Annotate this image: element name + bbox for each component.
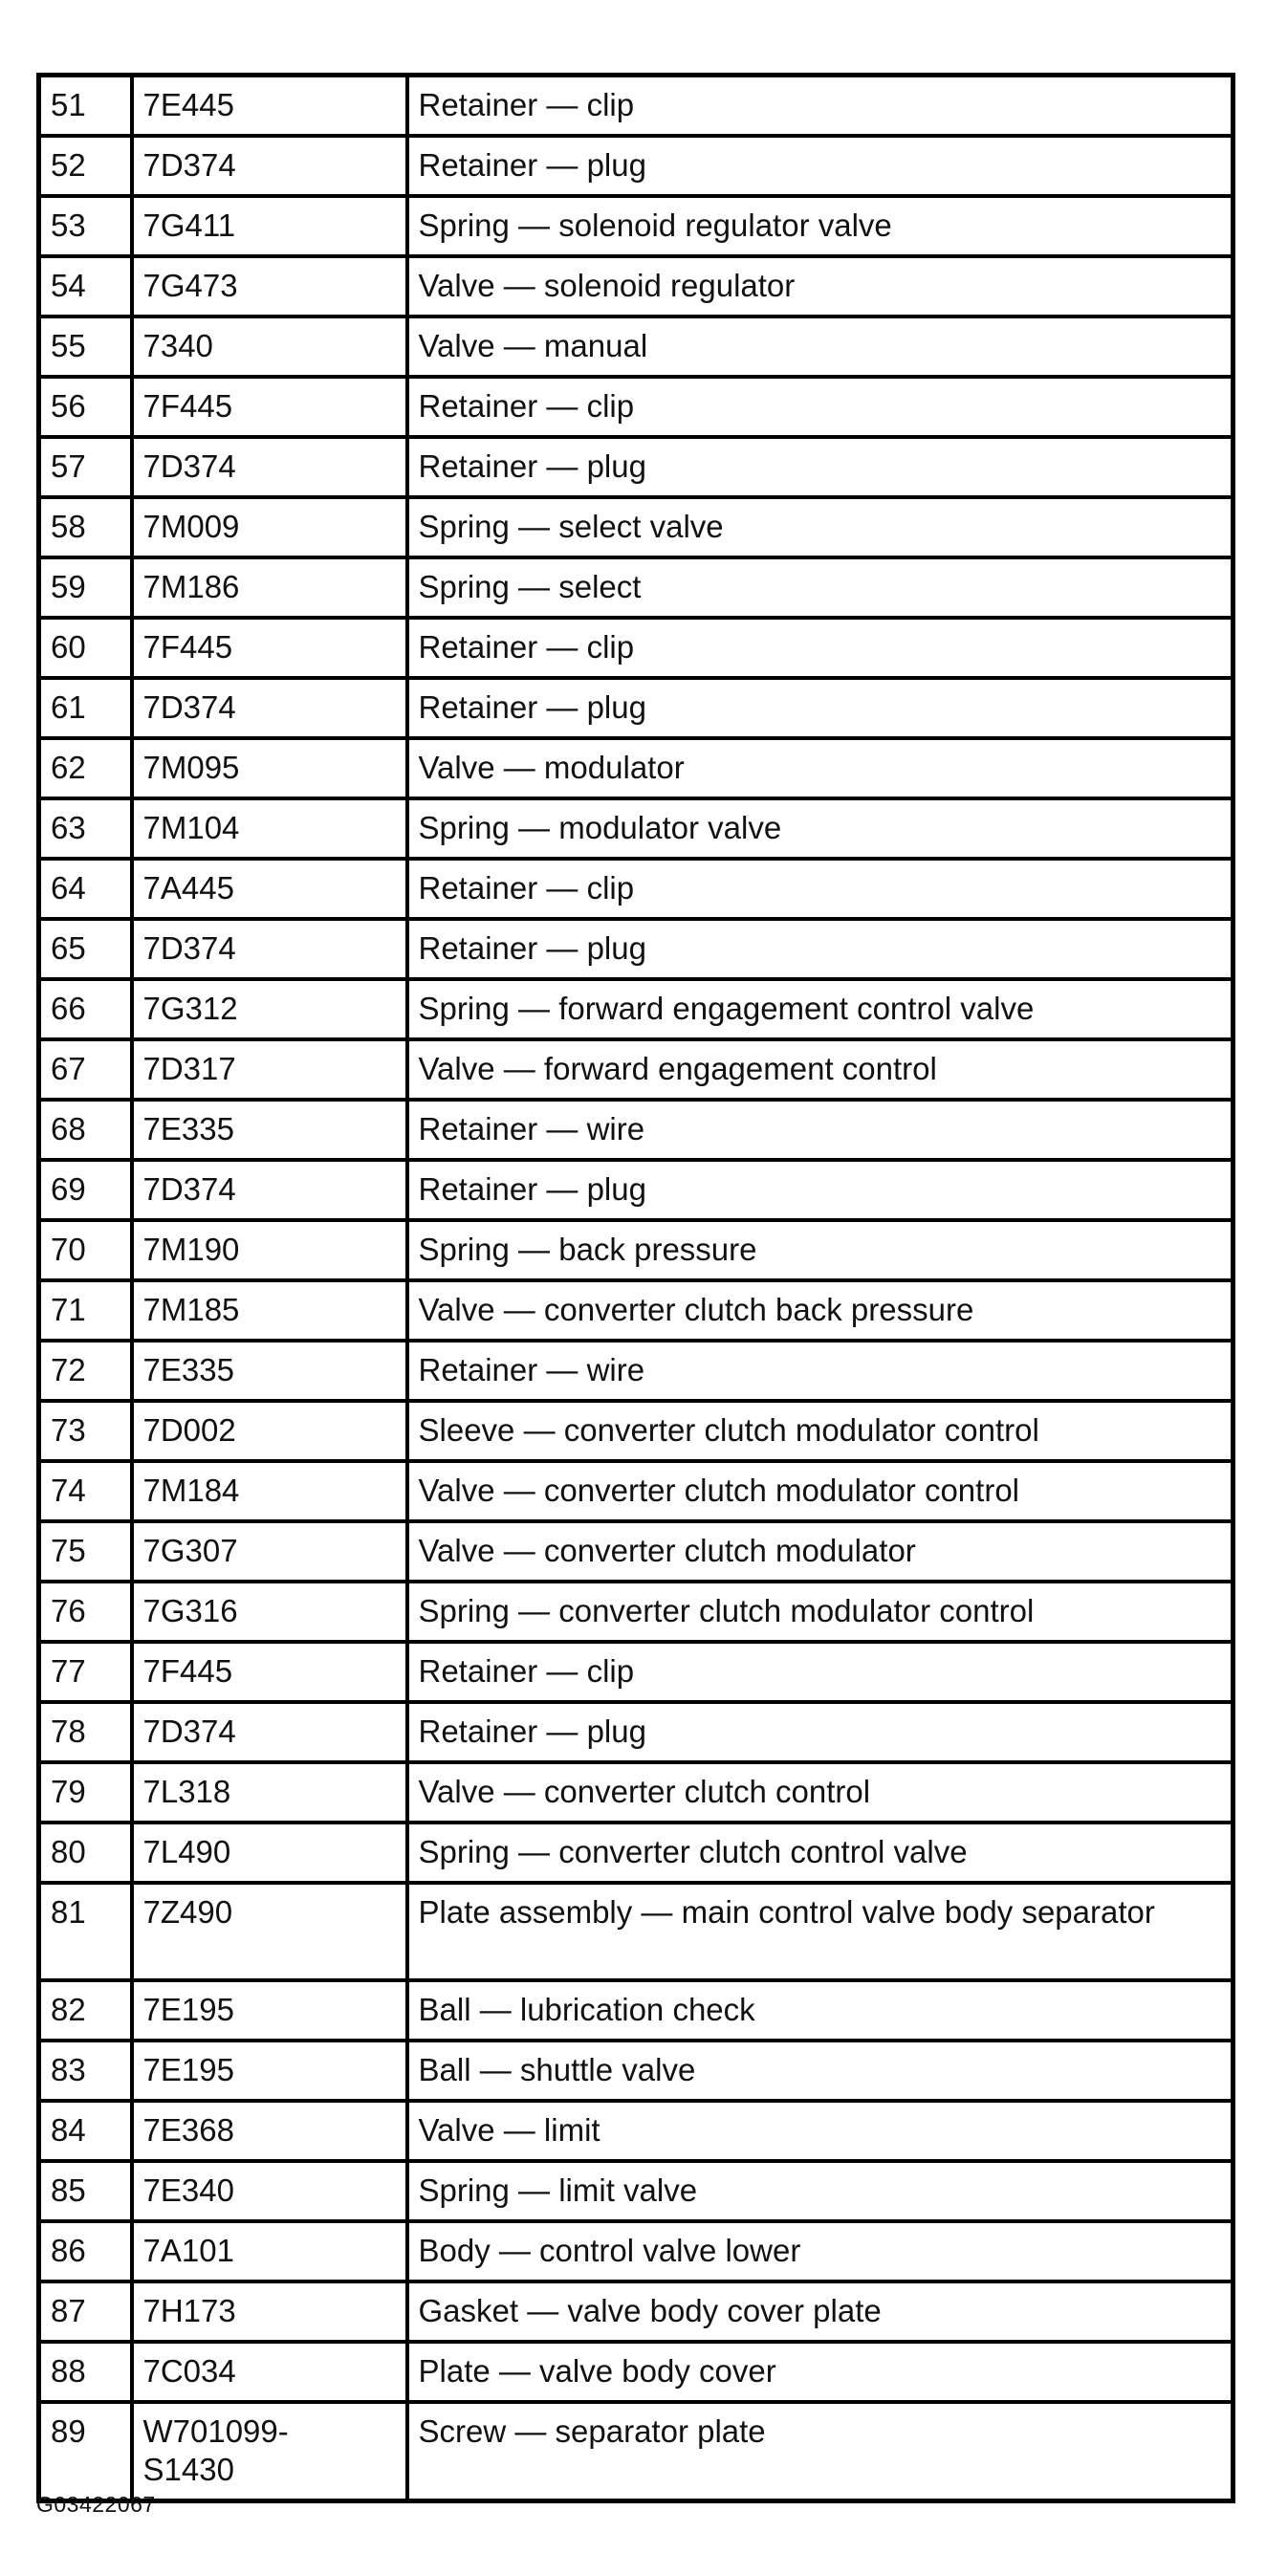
item-number-cell: 58: [39, 497, 132, 557]
item-number-cell: 54: [39, 256, 132, 317]
part-number-cell: 7E335: [132, 1100, 407, 1160]
item-number-cell: 79: [39, 1762, 132, 1823]
parts-table-body: [39, 76, 1233, 2501]
description-cell: Retainer — plug: [407, 919, 1233, 979]
part-number-cell: 7F445: [132, 1642, 407, 1702]
description-cell: Ball — shuttle valve: [407, 2041, 1233, 2101]
table-row: [39, 1160, 1233, 1220]
item-number-cell: 69: [39, 1160, 132, 1220]
item-number-cell: 74: [39, 1461, 132, 1521]
description-cell: Spring — back pressure: [407, 1220, 1233, 1280]
description-cell: Retainer — wire: [407, 1100, 1233, 1160]
table-row: [39, 1762, 1233, 1823]
table-row: [39, 1100, 1233, 1160]
description-cell: Retainer — clip: [407, 377, 1233, 437]
part-number-cell: 7M184: [132, 1461, 407, 1521]
item-number-cell: 51: [39, 76, 132, 137]
table-row: [39, 2342, 1233, 2402]
part-number-cell: 7D374: [132, 136, 407, 196]
item-number-cell: 66: [39, 979, 132, 1039]
part-number-cell: 7G312: [132, 979, 407, 1039]
description-cell: Spring — solenoid regulator valve: [407, 196, 1233, 256]
description-cell: Spring — limit valve: [407, 2161, 1233, 2221]
item-number-cell: 82: [39, 1980, 132, 2041]
table-row: [39, 497, 1233, 557]
item-number-cell: 78: [39, 1702, 132, 1762]
part-number-cell: 7H173: [132, 2281, 407, 2342]
description-cell: Spring — select valve: [407, 497, 1233, 557]
description-cell: Screw — separator plate: [407, 2402, 1233, 2501]
description-cell: Spring — select: [407, 557, 1233, 618]
table-row: [39, 738, 1233, 798]
table-row: [39, 1341, 1233, 1401]
item-number-cell: 61: [39, 678, 132, 738]
item-number-cell: 76: [39, 1582, 132, 1642]
item-number-cell: 71: [39, 1280, 132, 1341]
figure-code: G03422067: [36, 2492, 156, 2517]
description-cell: Valve — converter clutch modulator control: [407, 1461, 1233, 1521]
description-cell: Valve — solenoid regulator: [407, 256, 1233, 317]
table-row: [39, 1582, 1233, 1642]
part-number-cell: 7D374: [132, 1160, 407, 1220]
table-row: [39, 76, 1233, 137]
table-row: [39, 2101, 1233, 2161]
item-number-cell: 83: [39, 2041, 132, 2101]
item-number-cell: 87: [39, 2281, 132, 2342]
item-number-cell: 63: [39, 798, 132, 859]
table-row: [39, 2221, 1233, 2281]
part-number-cell: 7M009: [132, 497, 407, 557]
part-number-cell: 7D374: [132, 437, 407, 497]
table-row: [39, 136, 1233, 196]
item-number-cell: 70: [39, 1220, 132, 1280]
description-cell: Retainer — plug: [407, 136, 1233, 196]
part-number-cell: 7G411: [132, 196, 407, 256]
item-number-cell: 77: [39, 1642, 132, 1702]
table-row: [39, 1521, 1233, 1582]
item-number-cell: 52: [39, 136, 132, 196]
description-cell: Valve — limit: [407, 2101, 1233, 2161]
description-cell: Spring — converter clutch modulator control: [407, 1582, 1233, 1642]
item-number-cell: 88: [39, 2342, 132, 2402]
description-cell: Plate assembly — main control valve body separator: [407, 1883, 1233, 1980]
part-number-cell: 7A445: [132, 859, 407, 919]
item-number-cell: 80: [39, 1823, 132, 1883]
item-number-cell: 89: [39, 2402, 132, 2501]
table-row: [39, 1883, 1233, 1980]
part-number-cell: 7340: [132, 317, 407, 377]
description-cell: Valve — converter clutch back pressure: [407, 1280, 1233, 1341]
description-cell: Valve — converter clutch control: [407, 1762, 1233, 1823]
table-row: [39, 1823, 1233, 1883]
part-number-cell: 7L490: [132, 1823, 407, 1883]
part-number-cell: 7E368: [132, 2101, 407, 2161]
item-number-cell: 72: [39, 1341, 132, 1401]
item-number-cell: 86: [39, 2221, 132, 2281]
table-row: [39, 2041, 1233, 2101]
part-number-cell: 7D002: [132, 1401, 407, 1461]
description-cell: Ball — lubrication check: [407, 1980, 1233, 2041]
table-row: [39, 1702, 1233, 1762]
description-cell: Spring — forward engagement control valve: [407, 979, 1233, 1039]
table-row: [39, 798, 1233, 859]
table-row: [39, 377, 1233, 437]
table-row: [39, 979, 1233, 1039]
item-number-cell: 57: [39, 437, 132, 497]
table-row: [39, 919, 1233, 979]
part-number-cell: 7E335: [132, 1341, 407, 1401]
description-cell: Valve — manual: [407, 317, 1233, 377]
description-cell: Spring — modulator valve: [407, 798, 1233, 859]
table-row: [39, 1280, 1233, 1341]
description-cell: Retainer — wire: [407, 1341, 1233, 1401]
description-cell: Valve — converter clutch modulator: [407, 1521, 1233, 1582]
part-number-cell: 7F445: [132, 618, 407, 678]
part-number-cell: 7M104: [132, 798, 407, 859]
item-number-cell: 67: [39, 1039, 132, 1100]
item-number-cell: 81: [39, 1883, 132, 1980]
table-row: [39, 557, 1233, 618]
part-number-cell: 7G316: [132, 1582, 407, 1642]
item-number-cell: 84: [39, 2101, 132, 2161]
table-row: [39, 1039, 1233, 1100]
description-cell: Retainer — plug: [407, 678, 1233, 738]
description-cell: Spring — converter clutch control valve: [407, 1823, 1233, 1883]
item-number-cell: 59: [39, 557, 132, 618]
part-number-cell: 7D374: [132, 678, 407, 738]
part-number-cell: 7G307: [132, 1521, 407, 1582]
part-number-cell: 7E340: [132, 2161, 407, 2221]
part-number-cell: 7D317: [132, 1039, 407, 1100]
part-number-cell: 7Z490: [132, 1883, 407, 1980]
description-cell: Sleeve — converter clutch modulator control: [407, 1401, 1233, 1461]
table-row: [39, 1980, 1233, 2041]
description-cell: Body — control valve lower: [407, 2221, 1233, 2281]
table-row: [39, 196, 1233, 256]
part-number-cell: 7F445: [132, 377, 407, 437]
item-number-cell: 62: [39, 738, 132, 798]
table-row: [39, 2161, 1233, 2221]
table-row: [39, 437, 1233, 497]
item-number-cell: 73: [39, 1401, 132, 1461]
item-number-cell: 56: [39, 377, 132, 437]
table-row: [39, 678, 1233, 738]
table-row: [39, 256, 1233, 317]
part-number-cell: 7E195: [132, 1980, 407, 2041]
table-row: [39, 1401, 1233, 1461]
table-row: [39, 317, 1233, 377]
part-number-cell: 7M186: [132, 557, 407, 618]
part-number-cell: 7E445: [132, 76, 407, 137]
part-number-cell: 7M095: [132, 738, 407, 798]
item-number-cell: 64: [39, 859, 132, 919]
description-cell: Gasket — valve body cover plate: [407, 2281, 1233, 2342]
part-number-cell: 7M190: [132, 1220, 407, 1280]
description-cell: Valve — modulator: [407, 738, 1233, 798]
table-row: [39, 859, 1233, 919]
part-number-cell: 7C034: [132, 2342, 407, 2402]
description-cell: Retainer — plug: [407, 437, 1233, 497]
item-number-cell: 53: [39, 196, 132, 256]
item-number-cell: 68: [39, 1100, 132, 1160]
description-cell: Retainer — clip: [407, 1642, 1233, 1702]
item-number-cell: 55: [39, 317, 132, 377]
part-number-cell: 7D374: [132, 1702, 407, 1762]
description-cell: Retainer — clip: [407, 76, 1233, 137]
item-number-cell: 60: [39, 618, 132, 678]
part-number-cell: 7G473: [132, 256, 407, 317]
item-number-cell: 65: [39, 919, 132, 979]
part-number-cell: W701099- S1430: [132, 2402, 407, 2501]
table-row: [39, 1461, 1233, 1521]
table-row: [39, 2281, 1233, 2342]
part-number-cell: 7A101: [132, 2221, 407, 2281]
table-row: [39, 2402, 1233, 2501]
part-number-cell: 7L318: [132, 1762, 407, 1823]
part-number-cell: 7D374: [132, 919, 407, 979]
description-cell: Retainer — clip: [407, 859, 1233, 919]
table-row: [39, 1220, 1233, 1280]
item-number-cell: 75: [39, 1521, 132, 1582]
table-row: [39, 1642, 1233, 1702]
description-cell: Retainer — plug: [407, 1160, 1233, 1220]
description-cell: Valve — forward engagement control: [407, 1039, 1233, 1100]
part-number-cell: 7E195: [132, 2041, 407, 2101]
part-number-cell: 7M185: [132, 1280, 407, 1341]
description-cell: Plate — valve body cover: [407, 2342, 1233, 2402]
table-row: [39, 618, 1233, 678]
description-cell: Retainer — clip: [407, 618, 1233, 678]
parts-table: [36, 73, 1235, 2503]
description-cell: Retainer — plug: [407, 1702, 1233, 1762]
item-number-cell: 85: [39, 2161, 132, 2221]
